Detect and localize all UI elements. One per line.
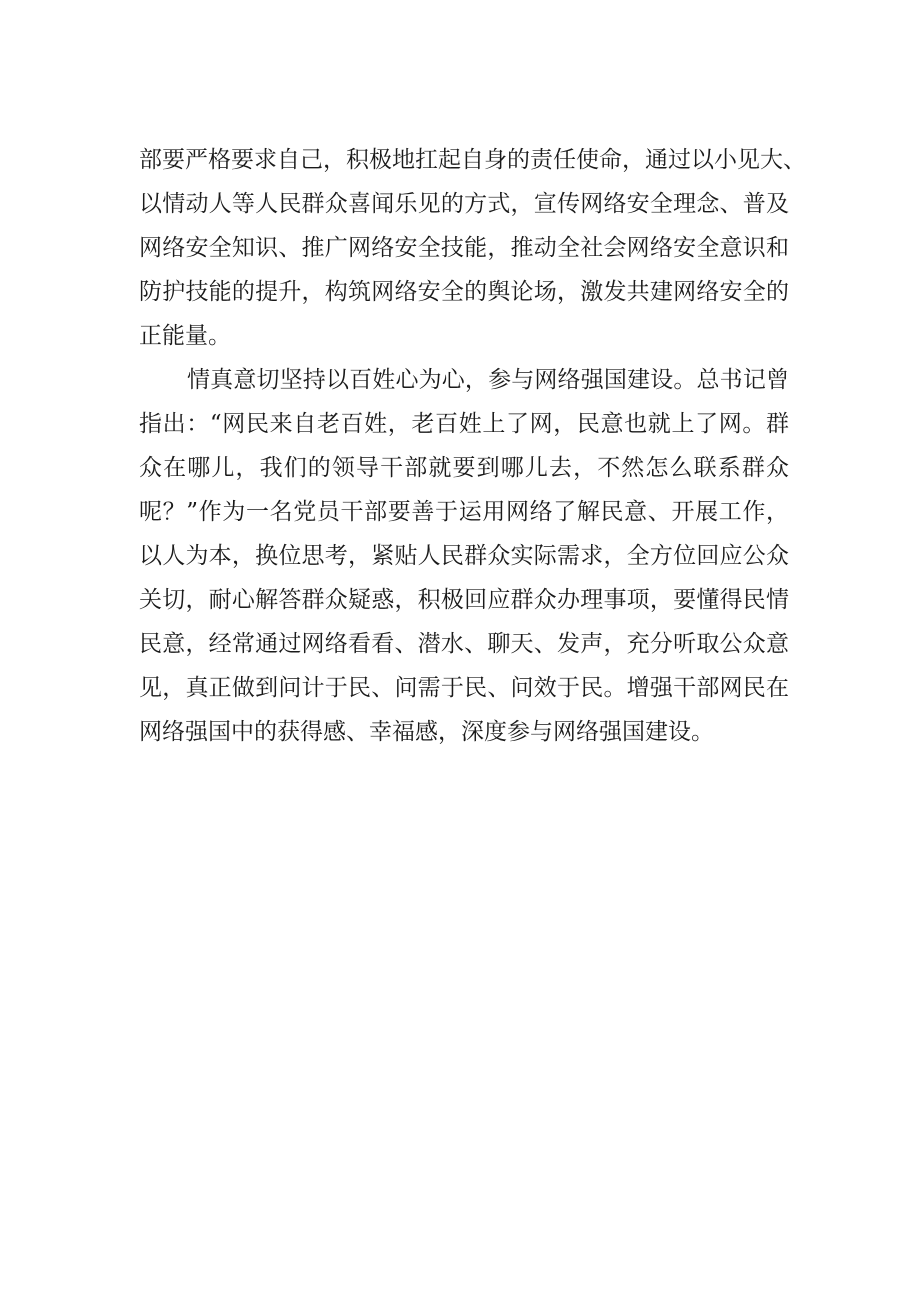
document-body (139, 138, 806, 754)
paragraph-1 (139, 138, 806, 358)
paragraph-line: 见，真正做到问计于民、问需于民、问效于民。增强干部网民在 (139, 675, 789, 701)
paragraph-line: 网络安全知识、推广网络安全技能，推动全社会网络安全意识和 (139, 235, 789, 261)
paragraph-line: 指出：“网民来自老百姓，老百姓上了网，民意也就上了网。群 (139, 411, 789, 437)
paragraph-line: 部要严格要求自己，积极地扛起自身的责任使命，通过以小见大、 (139, 147, 806, 173)
paragraph-line: 民意，经常通过网络看看、潜水、聊天、发声，充分听取公众意 (139, 631, 789, 657)
paragraph-line: 呢？”作为一名党员干部要善于运用网络了解民意、开展工作， (139, 499, 789, 525)
paragraph-line: 以情动人等人民群众喜闻乐见的方式，宣传网络安全理念、普及 (139, 191, 789, 217)
paragraph-line: 众在哪儿，我们的领导干部就要到哪儿去，不然怎么联系群众 (139, 455, 789, 481)
paragraph-line: 情真意切坚持以百姓心为心，参与网络强国建设。总书记曾 (187, 367, 789, 393)
paragraph-line: 以人为本，换位思考，紧贴人民群众实际需求，全方位回应公众 (139, 543, 789, 569)
paragraph-line: 关切，耐心解答群众疑惑，积极回应群众办理事项，要懂得民情 (139, 587, 789, 613)
paragraph-line: 正能量。 (139, 323, 231, 349)
paragraph-line: 网络强国中的获得感、幸福感，深度参与网络强国建设。 (139, 719, 714, 745)
paragraph-2 (139, 358, 789, 754)
paragraph-line: 防护技能的提升，构筑网络安全的舆论场，激发共建网络安全的 (139, 279, 789, 305)
